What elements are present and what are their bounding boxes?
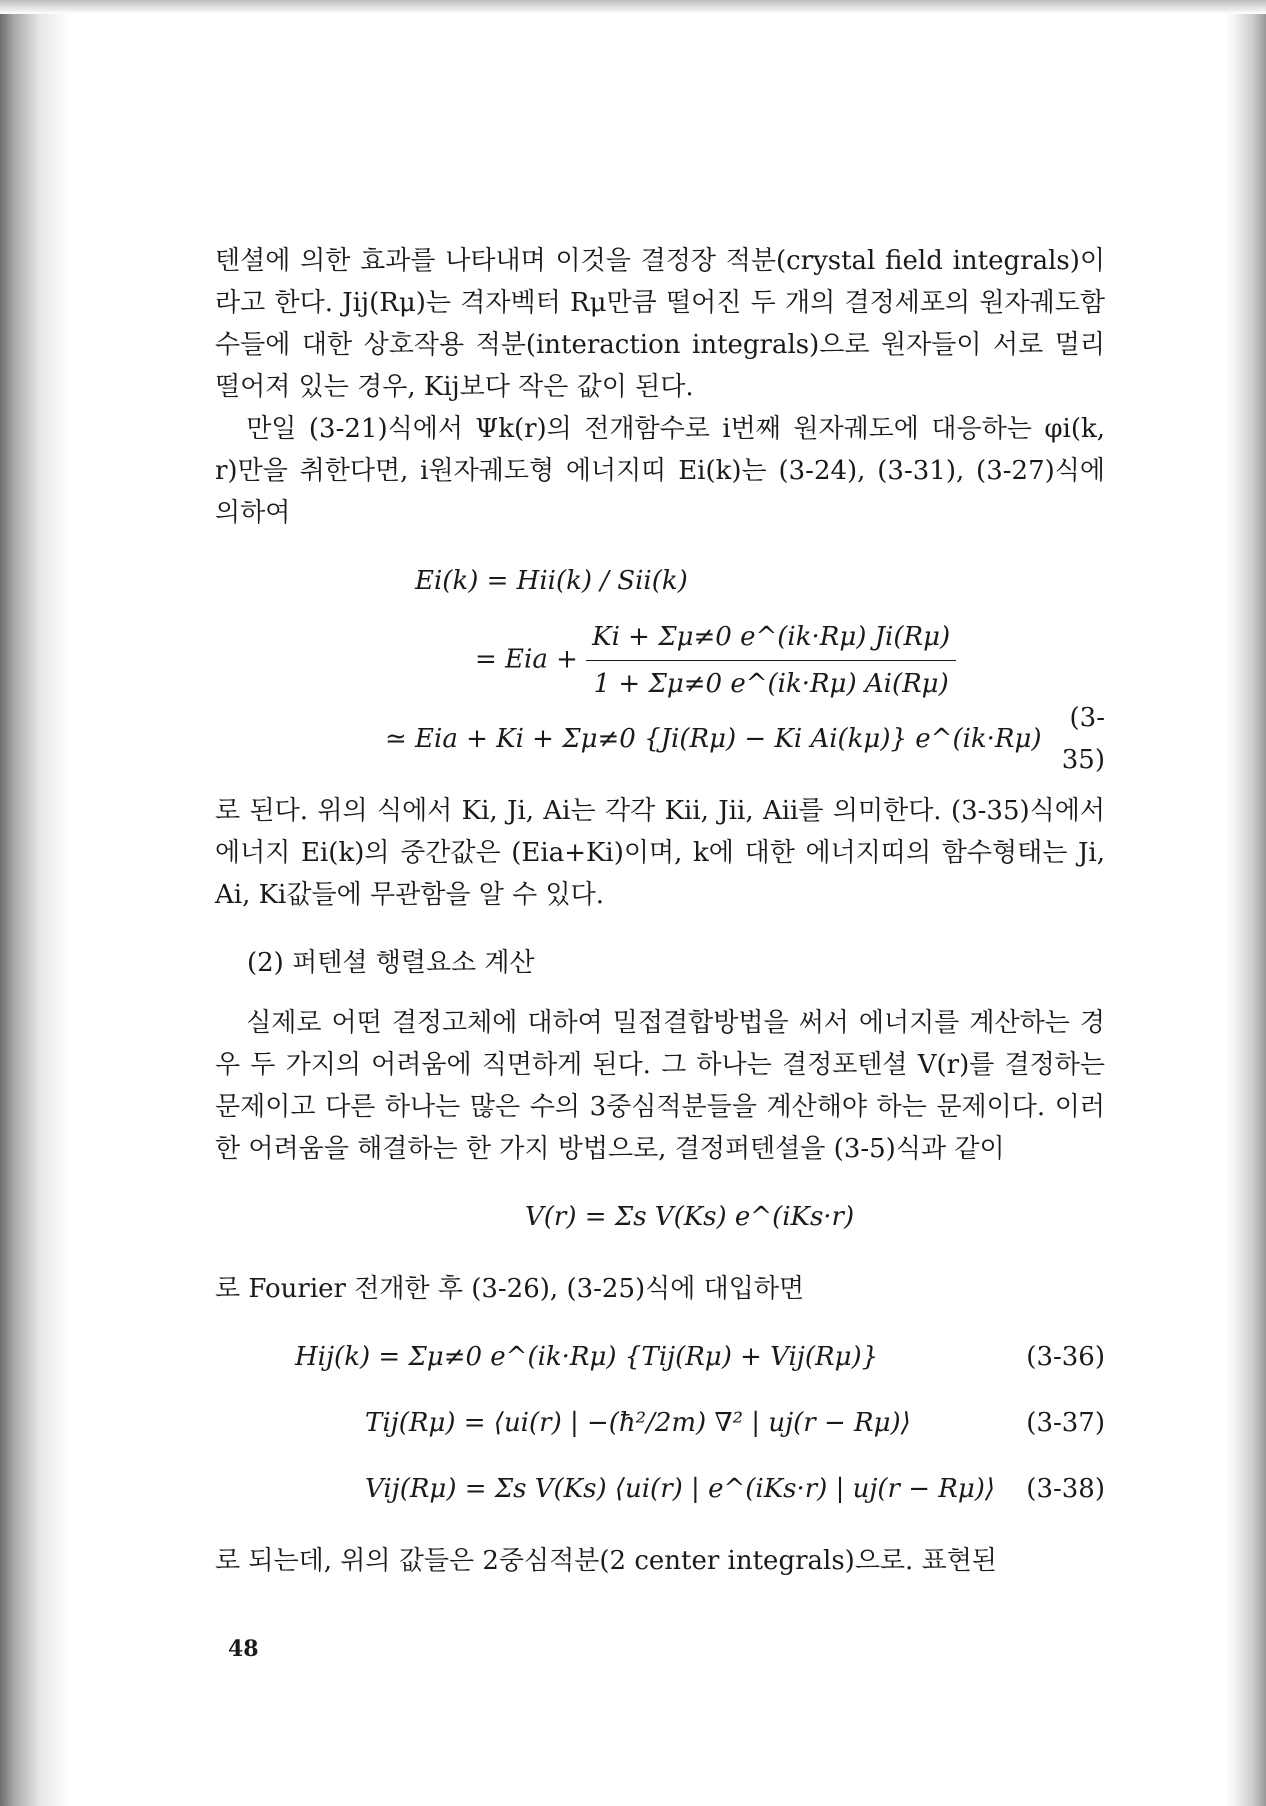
equation-line [215, 1324, 1105, 1390]
scan-shadow-left [0, 0, 70, 1806]
page-content [215, 240, 1105, 1582]
scan-shadow-top [0, 0, 1266, 14]
equation-line [215, 1456, 1105, 1522]
equation-fourier: V(r) = Σs V(Ks) e^(iKs·r) [525, 1202, 855, 1232]
equation-number: (3-37) [1026, 1408, 1105, 1438]
paragraph-midpoint: 로 된다. 위의 식에서 Ki, Ji, Ai는 각각 Kii, Jii, Aii를 의미한다. (3-35)식에서 에너지 Ei(k)의 중간값은 (Eia+Ki)이며, k에 대한 에너지띠의 함수형태는 Ji, Ai, Ki값들에 무관함을 알 수 있다. [215, 796, 1105, 910]
equation-block-3-36-to-3-38 [215, 1324, 1105, 1522]
equation-potential: Vij(Rμ) = Σs V(Ks) ⟨ui(r) | e^(iKs·r) | uj(r − Rμ)⟩ [365, 1474, 996, 1504]
equation-line [215, 703, 1105, 775]
fraction [586, 616, 956, 705]
fraction-numerator: Ki + Σμ≠0 e^(ik·Rμ) Ji(Rμ) [586, 616, 956, 661]
fraction-denominator: 1 + Σμ≠0 e^(ik·Rμ) Ai(Rμ) [593, 668, 949, 699]
equation-block-fourier [215, 1184, 1105, 1250]
equation-line [215, 548, 1105, 614]
equation-line [215, 1184, 1105, 1250]
scan-shadow-right [1226, 0, 1266, 1806]
equation-approx: ≃ Eia + Ki + Σμ≠0 {Ji(Rμ) − Ki Ai(kμ)} e^(ik·Rμ) [385, 724, 1042, 754]
equation-line [215, 1390, 1105, 1456]
equation-lead: = Eia + [475, 644, 578, 674]
equation-number: (3-36) [1026, 1342, 1105, 1372]
equation-kinetic: Tij(Rμ) = ⟨ui(r) | −(ħ²/2m) ∇² | uj(r − Rμ)⟩ [365, 1408, 911, 1438]
equation-line [215, 614, 1105, 706]
equation-number: (3-35) [1061, 703, 1105, 775]
equation-hamiltonian: Hij(k) = Σμ≠0 e^(ik·Rμ) {Tij(Rμ) + Vij(Rμ)} [295, 1342, 879, 1372]
equation-block-3-35 [215, 548, 1105, 775]
paragraph-energy-band: 만일 (3-21)식에서 Ψk(r)의 전개함수로 i번째 원자궤도에 대응하는 φi(k, r)만을 취한다면, i원자궤도형 에너지띠 Ei(k)는 (3-24), (3-31), (3-27)식에 의하여 [215, 414, 1105, 528]
paragraph-fourier-substitute: 로 Fourier 전개한 후 (3-26), (3-25)식에 대입하면 [215, 1274, 805, 1304]
equation-energy-ratio: Ei(k) = Hii(k) / Sii(k) [415, 566, 688, 596]
paragraph-two-center: 로 되는데, 위의 값들은 2중심적분(2 center integrals)으로. 표현된 [215, 1546, 997, 1576]
section-heading: (2) 퍼텐셜 행렬요소 계산 [247, 948, 535, 978]
paragraph-difficulties: 실제로 어떤 결정고체에 대하여 밀접결합방법을 써서 에너지를 계산하는 경우 두 가지의 어려움에 직면하게 된다. 그 하나는 결정포텐셜 V(r)를 결정하는 문제이고 다른 하나는 많은 수의 3중심적분들을 계산해야 하는 문제이다. 이러한 어려움을 해결하는 한 가지 방법으로, 결정퍼텐셜을 (3-5)식과 같이 [215, 1008, 1105, 1164]
equation-number: (3-38) [1026, 1474, 1105, 1504]
page-number: 48 [228, 1636, 259, 1662]
paragraph-crystal-field: 텐셜에 의한 효과를 나타내며 이것을 결정장 적분(crystal field integrals)이라고 한다. Jij(Rμ)는 격자벡터 Rμ만큼 떨어진 두 개의 결정세포의 원자궤도함수들에 대한 상호작용 적분(interaction integrals)으로 원자들이 서로 멀리 떨어져 있는 경우, Kij보다 작은 값이 된다. [215, 246, 1105, 402]
